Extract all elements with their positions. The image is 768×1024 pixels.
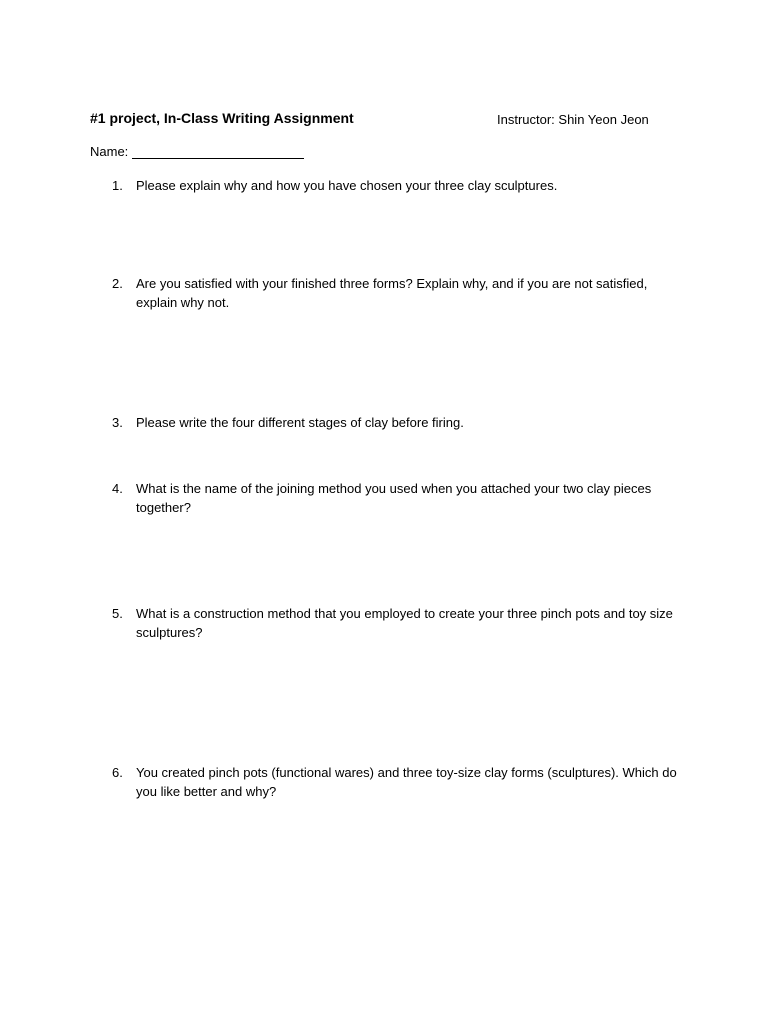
assignment-title: #1 project, In-Class Writing Assignment	[90, 110, 354, 126]
question-text: Are you satisfied with your finished three forms? Explain why, and if you are not satisfied, explain why not.	[136, 276, 648, 310]
question-text: What is a construction method that you employed to create your three pinch pots and toy size sculptures?	[136, 606, 673, 640]
question-text: You created pinch pots (functional wares) and three toy-size clay forms (sculptures). Which do you like better and why?	[136, 765, 677, 799]
question-number: 2.	[112, 276, 123, 291]
name-label: Name:	[90, 144, 129, 159]
question-number: 1.	[112, 178, 123, 193]
question-text: What is the name of the joining method you used when you attached your two clay pieces together?	[136, 481, 652, 515]
question-number: 6.	[112, 765, 123, 780]
instructor-name: Instructor: Shin Yeon Jeon	[497, 112, 649, 127]
question-number: 5.	[112, 606, 123, 621]
question-text: Please write the four different stages of clay before firing.	[136, 415, 464, 430]
question-text: Please explain why and how you have chosen your three clay sculptures.	[136, 178, 558, 193]
name-input-line[interactable]	[132, 144, 304, 159]
name-row	[90, 144, 304, 159]
question-number: 3.	[112, 415, 123, 430]
question-number: 4.	[112, 481, 123, 496]
